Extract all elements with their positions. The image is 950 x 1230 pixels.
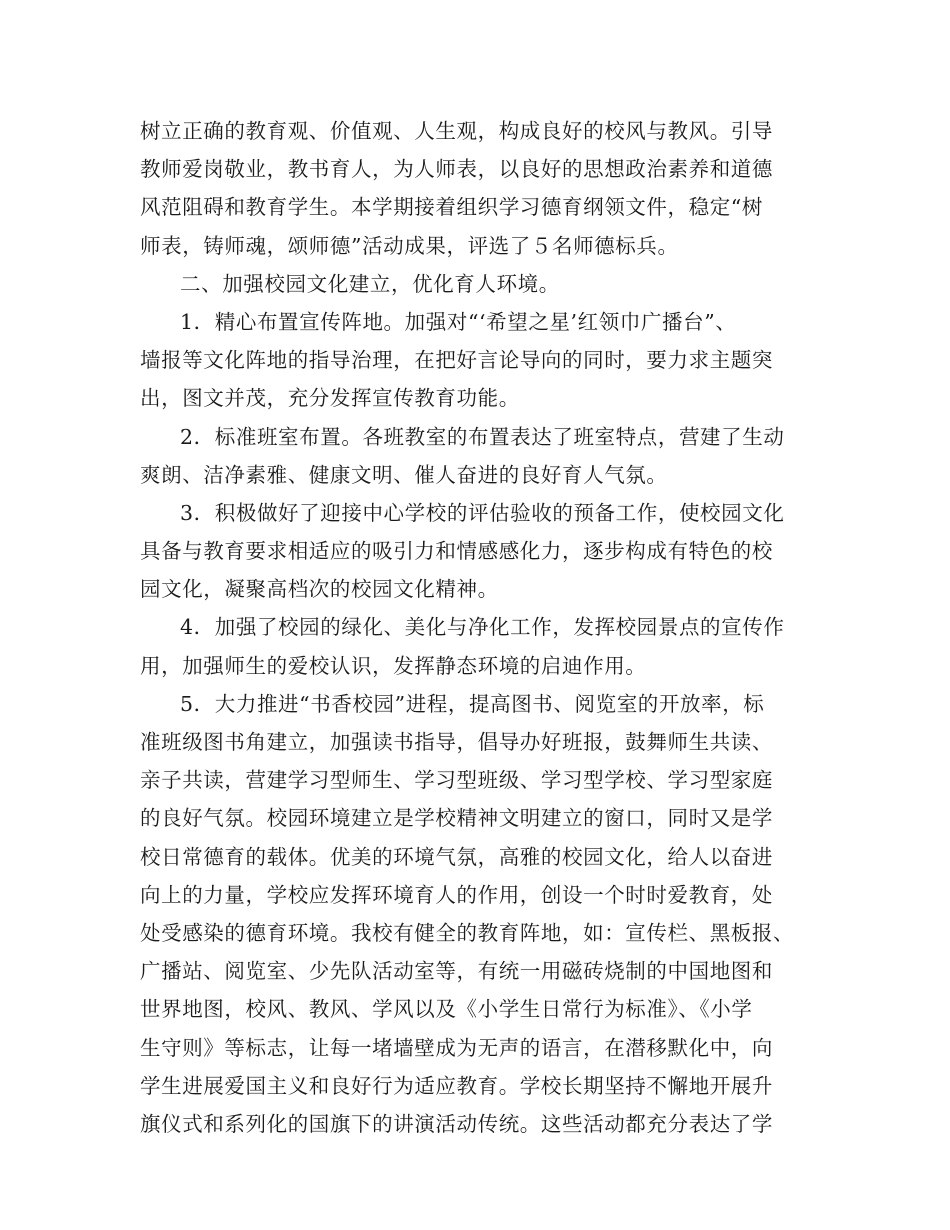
- text-line: 世界地图，校风、教风、学风以及《小学生日常行为标准》、《小学: [140, 997, 753, 1022]
- text-line: 校日常德育的载体。优美的环境气氛，高雅的校园文化，给人以奋进: [140, 844, 773, 869]
- text-line: 用，加强师生的爱校认识，发挥静态环境的启迪作用。: [140, 653, 647, 678]
- text-line: 的良好气氛。校园环境建立是学校精神文明建立的窗口，同时又是学: [140, 806, 773, 831]
- text-line: 二、加强校园文化建立，优化育人环境。: [180, 271, 560, 296]
- text-line: 教师爱岗敬业，教书育人，为人师表，以良好的思想政治素养和道德: [140, 157, 773, 182]
- text-line: 园文化，凝聚高档次的校园文化精神。: [140, 577, 499, 602]
- text-line: 1．精心布置宣传阵地。加强对“‘希望之星’红领巾广播台”、: [180, 309, 737, 334]
- text-line: 具备与教育要求相适应的吸引力和情感感化力，逐步构成有特色的校: [140, 539, 773, 564]
- text-line: 处受感染的德育环境。我校有健全的教育阵地，如：宣传栏、黑板报、: [140, 920, 795, 945]
- text-line: 向上的力量，学校应发挥环境育人的作用，创设一个时时爱教育，处: [140, 882, 773, 907]
- text-line: 生守则》等标志，让每一堵墙壁成为无声的语言，在潜移默化中，向: [140, 1035, 773, 1060]
- text-line: 墙报等文化阵地的指导治理，在把好言论导向的同时，要力求主题突: [140, 348, 773, 373]
- text-line: 旗仪式和系列化的国旗下的讲演活动传统。这些活动都充分表达了学: [140, 1111, 773, 1136]
- body-text: [140, 112, 820, 1143]
- text-line: 风范阻碍和教育学生。本学期接着组织学习德育纲领文件，稳定“树: [140, 195, 763, 220]
- text-line: 3．积极做好了迎接中心学校的评估验收的预备工作，使校园文化: [180, 500, 785, 525]
- text-line: 亲子共读，营建学习型师生、学习型班级、学习型学校、学习型家庭: [140, 768, 773, 793]
- text-line: 师表，铸师魂，颂师德”活动成果，评选了５名师德标兵。: [140, 233, 679, 258]
- text-line: 2．标准班室布置。各班教室的布置表达了班室特点，营建了生动: [180, 424, 785, 449]
- text-line: 出，图文并茂，充分发挥宣传教育功能。: [140, 386, 520, 411]
- text-line: 学生进展爱国主义和良好行为适应教育。学校长期坚持不懈地开展升: [140, 1073, 773, 1098]
- text-line: 准班级图书角建立，加强读书指导，倡导办好班报，鼓舞师生共读、: [140, 730, 773, 754]
- text-line: 树立正确的教育观、价值观、人生观，构成良好的校风与教风。引导: [140, 119, 773, 143]
- text-line: 广播站、阅览室、少先队活动室等，有统一用磁砖烧制的中国地图和: [140, 959, 773, 984]
- text-line: 5．大力推进“书香校园”进程，提高图书、阅览室的开放率，标: [180, 691, 765, 716]
- text-line: 爽朗、洁净素雅、健康文明、催人奋进的良好育人气氛。: [140, 462, 668, 487]
- text-line: 4．加强了校园的绿化、美化与净化工作，发挥校园景点的宣传作: [180, 615, 785, 640]
